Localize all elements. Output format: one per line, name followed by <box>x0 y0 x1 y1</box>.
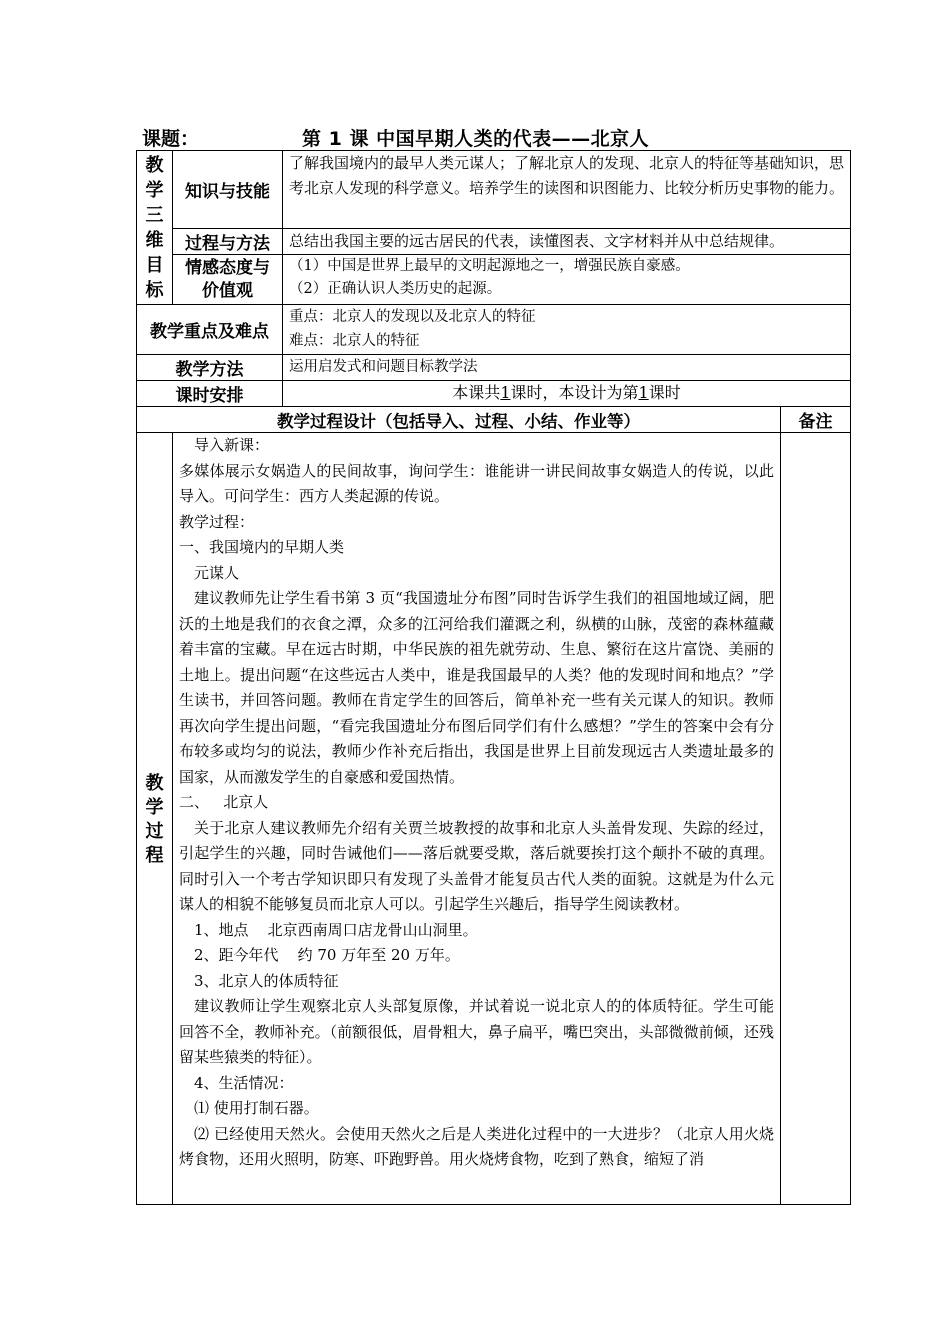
objective-process-row <box>137 229 851 255</box>
key-points-row <box>137 305 851 355</box>
schedule-row <box>137 381 851 407</box>
para-yuanmou: 元谋人 <box>194 563 240 582</box>
para-section-1: 一、我国境内的早期人类 <box>179 538 345 556</box>
key-focus: 重点：北京人的发现以及北京人的特征 <box>289 309 536 325</box>
emotion-line-2: （2）正确认识人类历史的起源。 <box>289 281 502 297</box>
method-text: 运用启发式和问题目标教学法 <box>283 355 851 381</box>
key-points-text <box>283 305 851 355</box>
para-location: 1、地点 北京西南周口店龙骨山山洞里。 <box>194 920 478 939</box>
para-traits-body: 建议教师让学生观察北京人头部复原像，并试着说一说北京人的的体质特征。学生可能回答不全，教师补充。（前额很低，眉骨粗大，鼻子扁平，嘴巴突出，头部微微前倾，还残留某些猿类的特征）。 <box>179 997 774 1066</box>
process-text: 总结出我国主要的远古居民的代表，读懂图表、文字材料并从中总结规律。 <box>283 229 851 255</box>
process-content <box>173 433 781 1205</box>
para-age: 2、距今年代 约 70 万年至 20 万年。 <box>194 946 460 964</box>
knowledge-label: 知识与技能 <box>173 151 283 229</box>
knowledge-text: 了解我国境内的最早人类元谋人；了解北京人的发现、北京人的特征等基础知识，思考北京人发现的科学意义。培养学生的读图和识图能力、比较分析历史事物的能力。 <box>283 151 851 229</box>
key-points-label: 教学重点及难点 <box>137 305 283 355</box>
lesson-label: 课题： <box>142 128 200 150</box>
remark-header: 备注 <box>781 407 851 433</box>
para-life-1: ⑴ 使用打制石器。 <box>194 1099 319 1117</box>
schedule-current: 1 <box>638 383 649 402</box>
para-traits-heading: 3、北京人的体质特征 <box>194 971 339 990</box>
process-section-label: 教 学 过 程 <box>137 433 173 1205</box>
design-header-label: 教学过程设计（包括导入、过程、小结、作业等） <box>137 407 781 433</box>
para-life-heading: 4、生活情况： <box>194 1073 294 1092</box>
para-yuanmou-body: 建议教师先让学生看书第 3 页“我国遗址分布图”同时告诉学生我们的祖国地域辽阔，肥沃的土地是我们的衣食之潭，众多的江河给我们灌溉之利，纵横的山脉，茂密的森林蕴藏着丰富的宝藏。早在远古时期，中华民族的祖先就劳动、生息、繁衍在这片富饶、美丽的土地上。提出问题“在这些远古人类中，谁是我国最早的人类？他的发现时间和地点？”学生读书，并回答问题。教师在肯定学生的回答后，简单补充一些有关元谋人的知识。教师再次向学生提出问题，“看完我国遗址分布图后同学们有什么感想？”学生的答案中会有分布较多或均匀的说法，教师少作补充后指出，我国是世界上目前发现远古人类遗址最多的国家，从而激发学生的自豪感和爱国热情。 <box>179 589 774 786</box>
para-intro: 多媒体展示女娲造人的民间故事，询问学生：谁能讲一讲民间故事女娲造人的传说，以此导入。可问学生：西方人类起源的传说。 <box>179 461 774 505</box>
method-label: 教学方法 <box>137 355 283 381</box>
para-intro-heading: 导入新课： <box>194 436 270 454</box>
schedule-text: 本课共1课时，本设计为第1课时 <box>283 381 851 407</box>
emotion-text <box>283 255 851 305</box>
emotion-label: 情感态度与 价值观 <box>173 255 283 305</box>
objective-knowledge-row <box>137 151 851 229</box>
remark-cell <box>781 433 851 1205</box>
lesson-header <box>136 124 850 150</box>
para-process-heading: 教学过程： <box>179 512 255 531</box>
process-label: 过程与方法 <box>173 229 283 255</box>
para-section-2: 二、 北京人 <box>179 793 269 811</box>
schedule-label: 课时安排 <box>137 381 283 407</box>
emotion-line-1: （1）中国是世界上最早的文明起源地之一，增强民族自豪感。 <box>289 258 690 274</box>
para-peking-body: 关于北京人建议教师先介绍有关贾兰坡教授的故事和北京人头盖骨发现、失踪的经过，引起学生的兴趣，同时告诫他们——落后就要受欺，落后就要挨打这个颠扑不破的真理。同时引入一个考古学知识即只有发现了头盖骨才能复员古代人类的面貌。这就是为什么元谋人的相貌不能够复员而北京人可以。引起学生兴趣后，指导学生阅读教材。 <box>179 818 774 913</box>
lesson-title: 第 1 课 中国早期人类的代表——北京人 <box>302 128 650 150</box>
lesson-plan-table <box>136 150 851 1205</box>
key-difficulty: 难点：北京人的特征 <box>289 333 420 349</box>
process-row <box>137 433 851 1205</box>
method-row <box>137 355 851 381</box>
objective-emotion-row <box>137 255 851 305</box>
schedule-total: 1 <box>500 383 511 402</box>
objectives-group-label: 教 学 三 维 目 标 <box>137 151 173 305</box>
design-header-row <box>137 407 851 433</box>
para-life-2: ⑵ 已经使用天然火。会使用天然火之后是人类进化过程中的一大进步？（北京人用火烧烤食物，还用火照明，防寒、吓跑野兽。用火烧烤食物，吃到了熟食，缩短了消 <box>179 1124 774 1168</box>
